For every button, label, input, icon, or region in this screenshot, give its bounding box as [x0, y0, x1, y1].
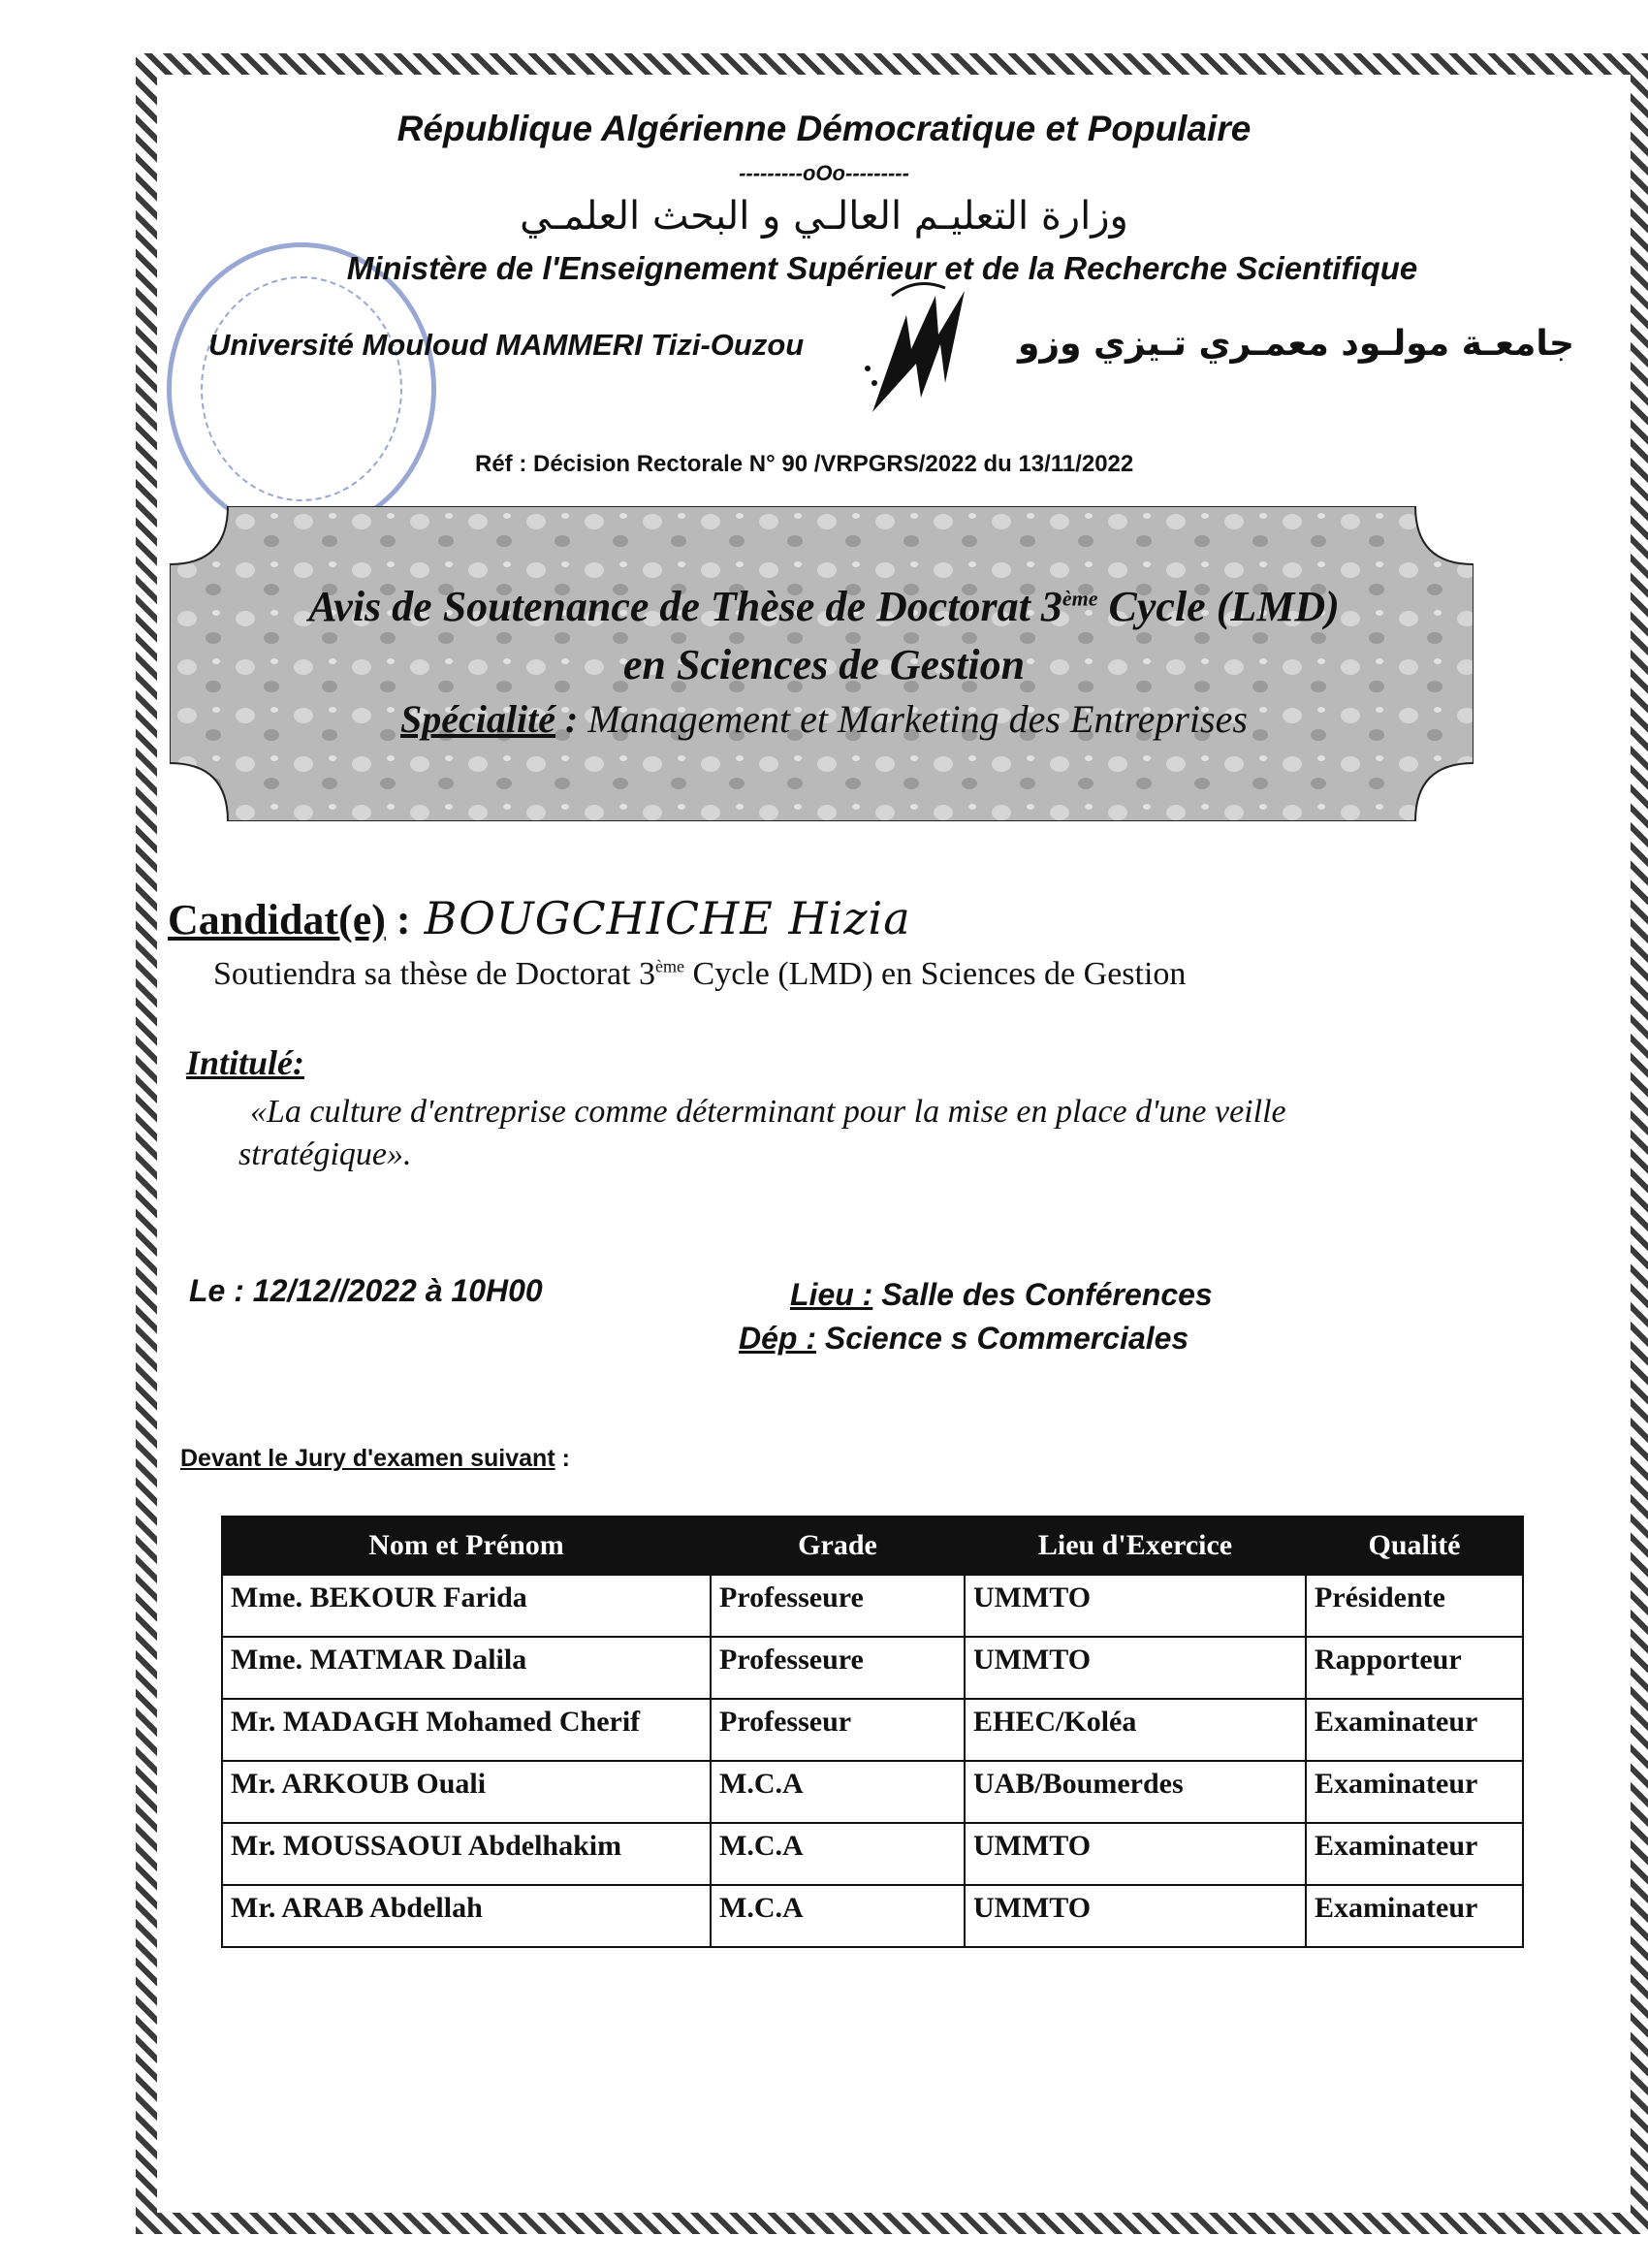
table-cell: Examinateur: [1306, 1885, 1523, 1947]
title-label: Intitulé:: [186, 1043, 305, 1082]
table-row: [222, 1637, 1523, 1699]
thesis-title-line-2: stratégique».: [238, 1136, 412, 1172]
column-header: Grade: [711, 1517, 965, 1575]
university-logo-icon: [853, 276, 979, 422]
table-cell: M.C.A: [711, 1885, 965, 1947]
date-line: Le : 12/12//2022 à 10H00: [189, 1273, 543, 1308]
candidate-name: BOUGCHICHE Hizia: [424, 892, 911, 944]
table-row: [222, 1761, 1523, 1823]
table-cell: Mme. BEKOUR Farida: [222, 1575, 711, 1637]
table-cell: Mme. MATMAR Dalila: [222, 1637, 711, 1699]
column-header: Lieu d'Exercice: [965, 1517, 1306, 1575]
specialite-line: Spécialité : Management et Marketing des Entreprises: [400, 697, 1248, 741]
jury-heading: Devant le Jury d'examen suivant :: [180, 1445, 570, 1472]
separator: ---------oOo---------: [739, 161, 909, 185]
table-cell: UMMTO: [965, 1823, 1306, 1885]
table-row: [222, 1823, 1523, 1885]
table-cell: Examinateur: [1306, 1761, 1523, 1823]
table-cell: UMMTO: [965, 1637, 1306, 1699]
table-cell: Mr. ARAB Abdellah: [222, 1885, 711, 1947]
table-cell: Professeure: [711, 1575, 965, 1637]
banner-line-2: en Sciences de Gestion: [622, 641, 1026, 688]
university-arabic: جامعـة مولـود معمـري تـيزي وزو: [1018, 324, 1574, 364]
column-header: Nom et Prénom: [222, 1517, 711, 1575]
university-french: Université Mouloud MAMMERI Tizi-Ouzou: [208, 328, 805, 362]
table-cell: M.C.A: [711, 1761, 965, 1823]
reference-line: Réf : Décision Rectorale N° 90 /VRPGRS/2022 du 13/11/2022: [475, 451, 1134, 477]
table-cell: Rapporteur: [1306, 1637, 1523, 1699]
venue-line: Lieu : Salle des Conférences: [790, 1277, 1213, 1312]
table-row: [222, 1885, 1523, 1947]
table-cell: Professeure: [711, 1637, 965, 1699]
banner-line-1: Avis de Soutenance de Thèse de Doctorat 3ème Cycle (LMD): [308, 583, 1340, 630]
table-cell: Mr. ARKOUB Ouali: [222, 1761, 711, 1823]
table-cell: Présidente: [1306, 1575, 1523, 1637]
table-cell: Mr. MADAGH Mohamed Cherif: [222, 1699, 711, 1761]
ministry-arabic: وزارة التعليـم العالـي و البحث العلمـي: [520, 194, 1128, 239]
table-cell: Examinateur: [1306, 1699, 1523, 1761]
table-cell: EHEC/Koléa: [965, 1699, 1306, 1761]
thesis-title-line-1: «La culture d'entreprise comme déterminant pour la mise en place d'une veille: [250, 1094, 1286, 1130]
table-cell: UMMTO: [965, 1575, 1306, 1637]
table-cell: Examinateur: [1306, 1823, 1523, 1885]
table-cell: M.C.A: [711, 1823, 965, 1885]
table-cell: Professeur: [711, 1699, 965, 1761]
table-row: [222, 1699, 1523, 1761]
candidate-line: Candidat(e) : BOUGCHICHE Hizia: [168, 892, 911, 944]
jury-table: [221, 1516, 1524, 1948]
ministry-french: Ministère de l'Enseignement Supérieur et de la Recherche Scientifique: [346, 250, 1418, 286]
candidate-statement: Soutiendra sa thèse de Doctorat 3ème Cycle (LMD) en Sciences de Gestion: [213, 956, 1187, 992]
table-cell: UMMTO: [965, 1885, 1306, 1947]
column-header: Qualité: [1306, 1517, 1523, 1575]
table-cell: Mr. MOUSSAOUI Abdelhakim: [222, 1823, 711, 1885]
table-header-row: [222, 1517, 1523, 1575]
table-cell: UAB/Boumerdes: [965, 1761, 1306, 1823]
republic-heading: République Algérienne Démocratique et Populaire: [396, 109, 1252, 148]
table-row: [222, 1575, 1523, 1637]
department-line: Dép : Science s Commerciales: [739, 1321, 1189, 1356]
